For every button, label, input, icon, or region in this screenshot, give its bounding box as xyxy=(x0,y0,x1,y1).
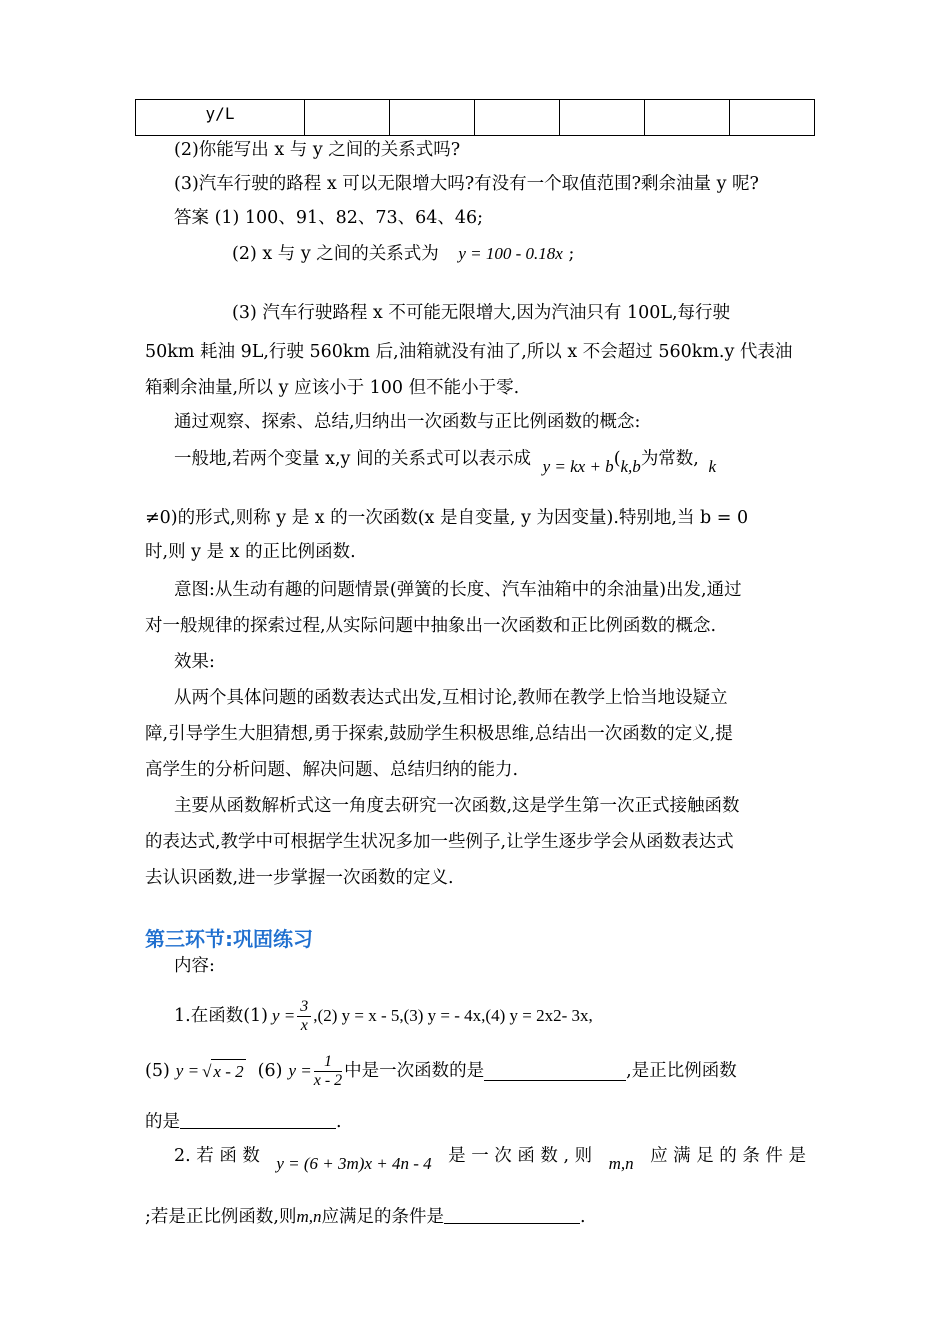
answer-2 xyxy=(232,242,574,266)
answer-2-text: (2) x 与 y 之间的关系式为 xyxy=(232,244,439,264)
fraction-numerator: 3 xyxy=(297,998,311,1017)
answer-blank[interactable] xyxy=(484,1062,626,1081)
intent-line-1: 意图:从生动有趣的问题情景(弹簧的长度、汽车油箱中的余油量)出发,通过 xyxy=(174,580,742,600)
definition-paren: ( xyxy=(613,449,621,469)
main-line-2: 的表达式,教学中可根据学生状况多加一些例子,让学生逐步学会从函数表达式 xyxy=(145,832,734,852)
answer-3-line-2: 50km 耗油 9L,行驶 560km 后,油箱就没有油了,所以 x 不会超过 560km.y 代表油 xyxy=(145,342,793,362)
exercise-2-mid: 是 一 次 函 数 , 则 xyxy=(448,1146,593,1166)
table-cell xyxy=(390,100,475,136)
effect-line-2: 障,引导学生大胆猜想,勇于探索,鼓励学生积极思维,总结出一次函数的定义,提 xyxy=(145,724,733,744)
exercise-2-l2-mid: 应满足的条件是 xyxy=(321,1207,444,1227)
exercise-1-line-2 xyxy=(145,1049,737,1093)
table-cell xyxy=(475,100,560,136)
exercise-1-f5-lhs: y = xyxy=(175,1061,200,1080)
exercise-1-f1-fraction xyxy=(297,998,311,1035)
exercise-1-line-1 xyxy=(174,994,593,1038)
answer-2-end: ; xyxy=(568,244,575,264)
table-row-label: y/L xyxy=(136,100,305,136)
exercise-1-f2-f4: ,(2) y = x - 5,(3) y = - 4x,(4) y = 2x xyxy=(313,1006,554,1025)
fraction-denominator: x - 2 xyxy=(313,1071,343,1089)
definition-line-3: 时,则 y 是 x 的正比例函数. xyxy=(145,542,356,562)
fraction-numerator: 1 xyxy=(314,1053,342,1072)
answer-1: 答案 (1) 100、91、82、73、64、46; xyxy=(174,208,484,228)
exercise-1-line-3 xyxy=(145,1110,342,1134)
definition-formula: y = kx + b xyxy=(542,457,614,476)
definition-k: k xyxy=(708,457,717,476)
answer-2-formula: y = 100 - 0.18x xyxy=(458,244,563,263)
exercise-1-f6-label: (6) xyxy=(257,1061,283,1081)
effect-line-3: 高学生的分析问题、解决问题、总结归纳的能力. xyxy=(145,760,519,780)
exercise-2-l2-mn: m,n xyxy=(296,1207,322,1226)
exercise-2-l2-prefix: ;若是正比例函数,则 xyxy=(145,1207,297,1227)
exercise-1-f5-label: (5) xyxy=(145,1061,170,1081)
answer-blank[interactable] xyxy=(444,1205,580,1224)
intent-line-2: 对一般规律的探索过程,从实际问题中抽象出一次函数和正比例函数的概念. xyxy=(145,616,717,636)
table-cell xyxy=(645,100,730,136)
exercise-2-formula: y = (6 + 3m)x + 4n - 4 xyxy=(276,1154,432,1173)
exercise-1-f1-lhs: y = xyxy=(272,1006,296,1025)
exercise-1-f6-lhs: y = xyxy=(288,1061,312,1080)
fraction-denominator: x xyxy=(300,1016,308,1034)
definition-line-1 xyxy=(174,447,717,476)
definition-const: 为常数, xyxy=(640,449,699,469)
exercise-1-f6-fraction xyxy=(314,1053,342,1090)
table-cell xyxy=(560,100,645,136)
exercise-1-end-prefix: 的是 xyxy=(145,1112,180,1132)
exercise-2-line-1 xyxy=(174,1144,806,1173)
definition-line-2: ≠0)的形式,则称 y 是 x 的一次函数(x 是自变量, y 为因变量).特别地,当 b = 0 xyxy=(145,508,749,528)
section-3-title: 第三环节:巩固练习 xyxy=(145,927,313,951)
exercise-1-mid-2: ,是正比例函数 xyxy=(626,1061,737,1081)
table-row xyxy=(136,100,815,136)
exercise-1-mid: 中是一次函数的是 xyxy=(344,1061,485,1081)
exercise-2-line-2 xyxy=(145,1205,586,1229)
exercise-1-prefix: 1.在函数(1) xyxy=(174,1006,268,1026)
table-cell xyxy=(730,100,815,136)
data-table xyxy=(135,99,815,136)
answer-3-line-1: (3) 汽车行驶路程 x 不可能无限增大,因为汽油只有 100L,每行驶 xyxy=(232,303,731,323)
definition-text: 一般地,若两个变量 x,y 间的关系式可以表示成 xyxy=(174,449,532,469)
exercise-2-prefix: 2. 若 函 数 xyxy=(174,1146,260,1166)
definition-kb: k,b xyxy=(620,457,641,476)
answer-3-line-3: 箱剩余油量,所以 y 应该小于 100 但不能小于零. xyxy=(145,378,520,398)
exercise-2-l2-end: . xyxy=(580,1207,586,1227)
summary-intro: 通过观察、探索、总结,归纳出一次函数与正比例函数的概念: xyxy=(174,412,641,432)
exercise-1-f5-radicand: x - 2 xyxy=(211,1059,245,1084)
effect-line-1: 从两个具体问题的函数表达式出发,互相讨论,教师在教学上恰当地设疑立 xyxy=(174,688,728,708)
answer-blank[interactable] xyxy=(180,1110,336,1129)
main-line-1: 主要从函数解析式这一角度去研究一次函数,这是学生第一次正式接触函数 xyxy=(174,796,740,816)
exercise-1-f5-sqrt: √ x - 2 xyxy=(202,1059,246,1084)
exercise-2-mn: m,n xyxy=(608,1154,634,1173)
exercise-1-f4-exponent: 2 xyxy=(553,1006,562,1025)
exercise-1-end: . xyxy=(336,1112,342,1132)
main-line-3: 去认识函数,进一步掌握一次函数的定义. xyxy=(145,868,454,888)
question-3: (3)汽车行驶的路程 x 可以无限增大吗?有没有一个取值范围?剩余油量 y 呢? xyxy=(174,174,759,194)
effect-label: 效果: xyxy=(174,652,215,672)
exercise-2-end: 应 满 足 的 条 件 是 xyxy=(650,1146,806,1166)
question-2: (2)你能写出 x 与 y 之间的关系式吗? xyxy=(174,140,461,160)
table-cell xyxy=(305,100,390,136)
exercise-1-f4-tail: - 3x, xyxy=(561,1006,593,1025)
content-label: 内容: xyxy=(174,956,215,976)
